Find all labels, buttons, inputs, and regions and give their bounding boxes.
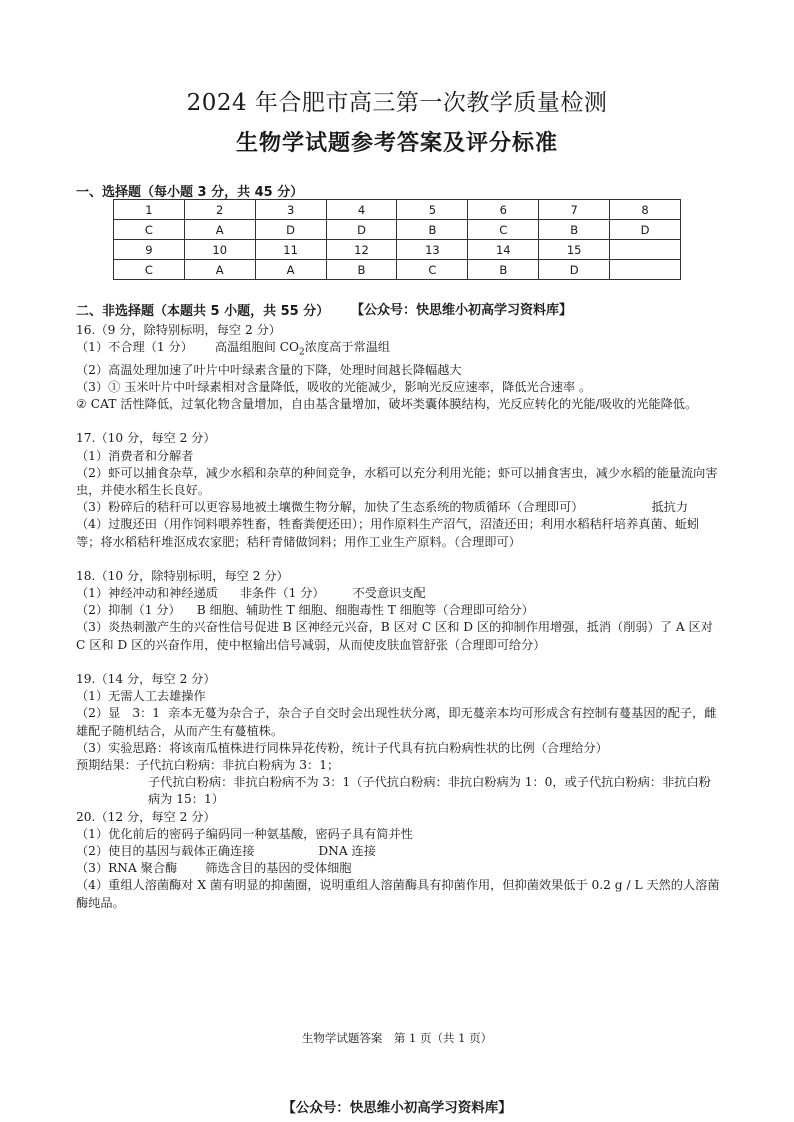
table-cell: 4 [326, 200, 397, 220]
table-cell: 2 [184, 200, 255, 220]
q17-line [76, 499, 720, 516]
q16-line: ② CAT 活性降低，过氧化物含量增加，自由基含量增加，破坏类囊体膜结构，光反应转化的光能/吸收的光能降低。 [76, 397, 698, 412]
q20-line: （4）重组人溶菌酶对 X 菌有明显的抑菌圈，说明重组人溶菌酶具有抑菌作用，但抑菌效果低于 0.2 g / L 天然的人溶菌酶纯品。 [76, 878, 720, 910]
table-cell: 12 [326, 240, 397, 260]
table-cell: 13 [397, 240, 468, 260]
table-cell: D [539, 260, 610, 280]
table-cell: C [114, 220, 185, 240]
q17-l3a: （3）粉碎后的秸秆可以更容易地被土壤微生物分解，加快了生态系统的物质循环（合理即可） [76, 500, 584, 515]
watermark-text: 【公众号：快思维小初高学习资料库】 [351, 303, 573, 318]
table-cell: A [184, 220, 255, 240]
q16-line [76, 339, 720, 362]
q16-l1b: 高温组胞间 CO [214, 340, 300, 355]
q20-l2b: DNA 连接 [318, 843, 376, 858]
table-cell: D [610, 220, 681, 240]
table-cell [610, 260, 681, 280]
table-cell: C [114, 260, 185, 280]
q18-l1b: 非条件（1 分） [239, 586, 325, 601]
table-cell: B [539, 220, 610, 240]
q18-l2b: B 细胞、辅助性 T 细胞、细胞毒性 T 细胞等（合理即可给分） [196, 603, 534, 618]
table-cell: D [255, 220, 326, 240]
q19-l2b: 3：1 [132, 706, 161, 721]
q20-l2a: （2）使目的基因与载体正确连接 [76, 843, 255, 858]
page-subtitle: 生物学试题参考答案及评分标准 [235, 131, 558, 156]
q18-l1a: （1）神经冲动和神经递质 [76, 586, 218, 601]
section-heading-choice: 一、选择题（每小题 3 分，共 45 分） [76, 185, 304, 200]
table-cell: 8 [610, 200, 681, 220]
table-cell: 1 [114, 200, 185, 220]
q20-line: （1）优化前后的密码子编码同一种氨基酸，密码子具有简并性 [76, 826, 413, 841]
q18-l2a: （2）抑制（1 分） [76, 603, 181, 618]
table-cell: B [397, 220, 468, 240]
q16-heading: 16.（9 分，除特别标明，每空 2 分） [76, 323, 281, 337]
table-cell: 6 [468, 200, 539, 220]
q20-line [76, 860, 720, 877]
q19-heading: 19.（14 分，每空 2 分） [76, 671, 216, 686]
table-cell: 9 [114, 240, 185, 260]
answer-body [76, 322, 720, 912]
table-cell: B [468, 260, 539, 280]
q20-l3a: （3）RNA 聚合酶 [76, 861, 178, 876]
q20-heading: 20.（12 分，每空 2 分） [76, 809, 216, 824]
q16-l1sub: 2 [299, 347, 305, 358]
q19-line: 子代抗白粉病：非抗白粉病不为 3：1（子代抗白粉病：非抗白粉病为 1：0，或子代抗白粉病：非抗白粉病为 15：1） [148, 775, 711, 807]
q18-l1c: 不受意识支配 [352, 586, 426, 601]
table-cell: C [468, 220, 539, 240]
q19-l2c: 亲本无蔓为杂合子，杂合子自交时会出现性状分离，即无蔓亲本均可形成含有控制有蔓基因的配子，雌雄配子随机结合，从而产生有蔓植株。 [76, 706, 717, 738]
q19-line [76, 705, 720, 739]
q17-line: （2）虾可以捕食杂草，减少水稻和杂草的种间竞争，水稻可以充分利用光能；虾可以捕食害虫，减少水稻的能量流向害虫，并使水稻生长良好。 [76, 465, 718, 498]
table-row [114, 200, 681, 220]
table-cell: C [397, 260, 468, 280]
q17-l3b: 抵抗力 [651, 500, 689, 515]
table-cell: 3 [255, 200, 326, 220]
table-cell: D [326, 220, 397, 240]
table-row [114, 260, 681, 280]
q16-l1a: （1）不合理（1 分） [76, 340, 193, 355]
q18-line [76, 602, 720, 619]
q20-line [76, 843, 720, 860]
table-row [114, 240, 681, 260]
q17-heading: 17.（10 分，每空 2 分） [76, 431, 216, 446]
page-title: 2024 年合肥市高三第一次教学质量检测 [186, 90, 608, 116]
table-cell: A [184, 260, 255, 280]
section-heading-open: 二、非选择题（本题共 5 小题，共 55 分） [76, 304, 330, 319]
q17-line: （1）消费者和分解者 [76, 448, 194, 463]
table-cell: 14 [468, 240, 539, 260]
table-cell: 15 [539, 240, 610, 260]
q19-line: （3）实验思路：将该南瓜植株进行同株异花传粉，统计子代具有抗白粉病性状的比例（合理给分） [76, 740, 608, 755]
table-cell: 7 [539, 200, 610, 220]
q19-l2a: （2）显 [76, 706, 121, 721]
q20-l3b: 筛选含目的基因的受体细胞 [205, 861, 352, 876]
table-cell [610, 240, 681, 260]
table-cell: 5 [397, 200, 468, 220]
table-row [114, 220, 681, 240]
table-cell: B [326, 260, 397, 280]
table-cell: A [255, 260, 326, 280]
table-cell: 10 [184, 240, 255, 260]
q18-heading: 18.（10 分，除特别标明，每空 2 分） [76, 568, 289, 583]
q18-line [76, 585, 720, 602]
table-cell: 11 [255, 240, 326, 260]
footer-watermark: 【公众号：快思维小初高学习资料库】 [282, 1100, 512, 1116]
q17-line: （4）过腹还田（用作饲料喂养牲畜，牲畜粪便还田）；用作原料生产沼气，沼渣还田；利用水稻秸秆培养真菌、蚯蚓等；将水稻秸秆堆沤成农家肥；秸秆青储做饲料；用作工业生产原料。（合理即可） [76, 517, 700, 549]
q19-line: 预期结果：子代抗白粉病：非抗白粉病为 3：1； [76, 757, 340, 772]
q16-line: （3）① 玉米叶片中叶绿素相对含量降低，吸收的光能减少，影响光反应速率，降低光合速率 。 [76, 380, 592, 395]
q16-l1c: 浓度高于常温组 [304, 340, 391, 355]
q16-line: （2）高温处理加速了叶片中叶绿素含量的下降，处理时间越长降幅越大 [76, 362, 462, 377]
answer-table [113, 199, 681, 280]
page-footer: 生物学试题答案 第 1 页（共 1 页） [301, 1031, 493, 1045]
q19-line: （1）无需人工去雄操作 [76, 689, 206, 704]
q18-line: （3）炎热刺激产生的兴奋性信号促进 B 区神经元兴奋，B 区对 C 区和 D 区的抑制作用增强，抵消（削弱）了 A 区对 C 区和 D 区的兴奋作用，使中枢输出信号减弱，从而使皮肤血管舒张（合理即可给分） [76, 620, 713, 652]
